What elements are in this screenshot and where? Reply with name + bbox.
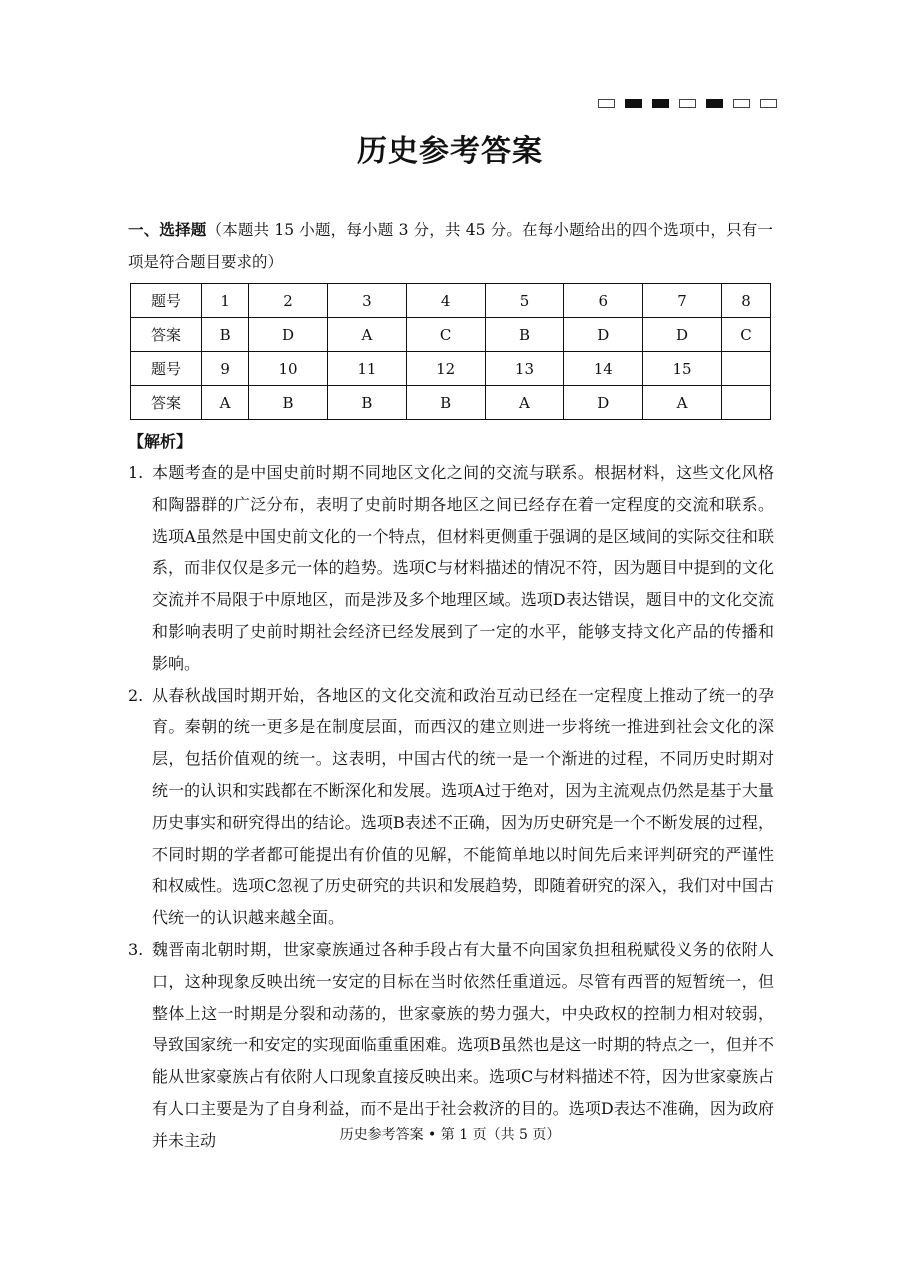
table-cell: 8: [721, 284, 770, 318]
analysis-list: [128, 457, 774, 1157]
table-cell: 4: [406, 284, 485, 318]
item-text: 本题考查的是中国史前时期不同地区文化之间的交流与联系。根据材料，这些文化风格和陶器群的广泛分布，表明了史前时期各地区之间已经存在着一定程度的交流和联系。选项A虽然是中国史前文化的一个特点，但材料更侧重于强调的是区域间的实际交往和联系，而非仅仅是多元一体的趋势。选项C与材料描述的情况不符，因为题目中提到的文化交流并不局限于中原地区，而是涉及多个地理区域。选项D表达错误，题目中的文化交流和影响表明了史前时期社会经济已经发展到了一定的水平，能够支持文化产品的传播和影响。: [152, 463, 774, 673]
table-cell: 13: [485, 352, 564, 386]
header-mark: [760, 99, 777, 108]
table-cell: B: [327, 386, 406, 420]
table-row: [131, 284, 771, 318]
section-heading: [128, 214, 773, 278]
section-description: （本题共 15 小题，每小题 3 分，共 45 分。在每小题给出的四个选项中，只有一项是符合题目要求的）: [128, 221, 773, 271]
table-row: [131, 318, 771, 352]
item-number: 1.: [128, 463, 144, 482]
table-cell: 9: [202, 352, 249, 386]
header-mark: [706, 99, 723, 108]
table-cell: A: [327, 318, 406, 352]
header-mark: [652, 99, 669, 108]
table-cell: [721, 352, 770, 386]
table-cell: C: [406, 318, 485, 352]
table-cell: 15: [643, 352, 722, 386]
item-number: 2.: [128, 685, 144, 705]
row-header-cell: 答案: [131, 386, 202, 420]
header-mark: [598, 99, 615, 108]
item-text: 魏晋南北朝时期，世家豪族通过各种手段占有大量不向国家负担租税赋役义务的依附人口，这种现象反映出统一安定的目标在当时依然任重道远。尽管有西晋的短暂统一，但整体上这一时期是分裂和动荡的，世家豪族的势力强大，中央政权的控制力相对较弱，导致国家统一和安定的实现面临重重困难。选项B虽然也是这一时期的特点之一，但并不能从世家豪族占有依附人口现象直接反映出来。选项C与材料描述不符，因为世家豪族占有人口主要是为了自身利益，而不是出于社会救济的目的。选项D表达不准确，因为政府并未主动: [152, 939, 774, 1150]
table-cell: B: [485, 318, 564, 352]
table-cell: D: [564, 386, 643, 420]
section-label: 一、选择题: [128, 220, 207, 239]
answer-table: [130, 283, 771, 420]
row-header-cell: 题号: [131, 352, 202, 386]
table-cell: D: [643, 318, 722, 352]
table-cell: 7: [643, 284, 722, 318]
analysis-label: 【解析】: [128, 432, 193, 451]
item-text: 从春秋战国时期开始，各地区的文化交流和政治互动已经在一定程度上推动了统一的孕育。秦朝的统一更多是在制度层面，而西汉的建立则进一步将统一推进到社会文化的深层，包括价值观的统一。这表明，中国古代的统一是一个渐进的过程，不同历史时期对统一的认识和实践都在不断深化和发展。选项A过于绝对，因为主流观点仍然是基于大量历史事实和研究得出的结论。选项B表述不正确，因为历史研究是一个不断发展的过程，不同时期的学者都可能提出有价值的见解，不能简单地以时间先后来评判研究的严谨性和权威性。选项C忽视了历史研究的共识和发展趋势，即随着研究的深入，我们对中国古代统一的认识越来越全面。: [152, 685, 774, 928]
table-row: [131, 386, 771, 420]
table-cell: 6: [564, 284, 643, 318]
table-cell: A: [485, 386, 564, 420]
header-mark: [679, 99, 696, 108]
header-mark: [625, 99, 642, 108]
table-cell: C: [721, 318, 770, 352]
header-mark: [733, 99, 750, 108]
table-cell: 14: [564, 352, 643, 386]
analysis-item: [128, 457, 774, 680]
table-row: [131, 352, 771, 386]
table-cell: A: [643, 386, 722, 420]
table-cell: B: [406, 386, 485, 420]
analysis-item: [128, 680, 774, 934]
table-cell: 5: [485, 284, 564, 318]
table-cell: D: [249, 318, 328, 352]
row-header-cell: 答案: [131, 318, 202, 352]
header-marks: [598, 99, 777, 108]
page-footer: 历史参考答案 • 第 1 页（共 5 页）: [339, 1127, 561, 1143]
item-number: 3.: [128, 939, 144, 959]
table-cell: D: [564, 318, 643, 352]
page-title: 历史参考答案: [357, 134, 543, 169]
table-cell: 3: [327, 284, 406, 318]
table-cell: A: [202, 386, 249, 420]
table-cell: 10: [249, 352, 328, 386]
table-cell: 1: [202, 284, 249, 318]
table-cell: 2: [249, 284, 328, 318]
table-cell: 12: [406, 352, 485, 386]
table-cell: 11: [327, 352, 406, 386]
row-header-cell: 题号: [131, 284, 202, 318]
table-cell: B: [249, 386, 328, 420]
table-cell: B: [202, 318, 249, 352]
table-cell: [721, 386, 770, 420]
